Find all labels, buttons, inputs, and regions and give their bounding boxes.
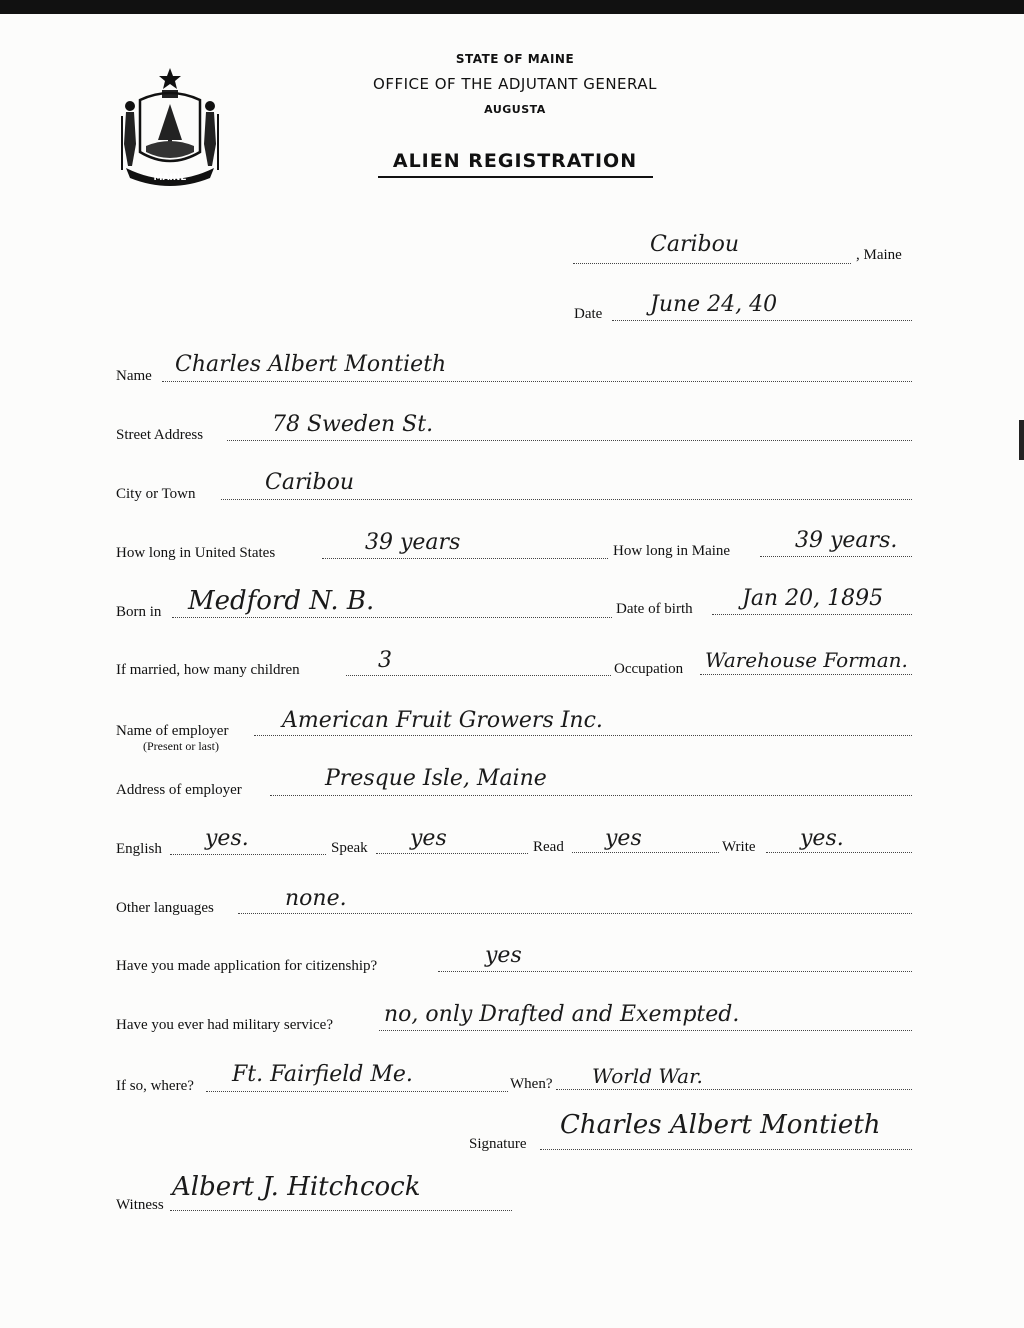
dob-label: Date of birth [616, 601, 693, 617]
occupation-label: Occupation [614, 661, 684, 677]
born-line [172, 617, 612, 618]
born-label: Born in [116, 604, 162, 620]
us-duration-line [322, 558, 608, 559]
title-underline [378, 176, 653, 178]
place-line [573, 263, 851, 264]
english-line [170, 854, 326, 855]
maine-duration-label: How long in Maine [613, 543, 731, 559]
children-line [346, 675, 611, 676]
city-label: City or Town [116, 486, 196, 502]
military-value: no, only Drafted and Exempted. [384, 1002, 740, 1027]
place-label: , Maine [856, 247, 902, 263]
street-line [227, 440, 912, 441]
us-duration-value: 39 years [365, 530, 461, 555]
date-label: Date [574, 306, 603, 322]
read-label: Read [533, 839, 564, 855]
read-line [572, 852, 719, 853]
signature-value: Charles Albert Montieth [560, 1110, 881, 1140]
write-line [766, 852, 912, 853]
where-line [206, 1091, 508, 1092]
speak-value: yes [410, 826, 447, 851]
maine-duration-line [760, 556, 912, 557]
name-label: Name [116, 368, 152, 384]
witness-label: Witness [116, 1197, 164, 1213]
header-state: STATE OF MAINE [455, 52, 575, 66]
name-line [162, 381, 912, 382]
employer-address-line [270, 795, 912, 796]
when-label: When? [510, 1076, 553, 1092]
page-title: ALIEN REGISTRATION [392, 150, 638, 172]
street-label: Street Address [116, 427, 204, 443]
city-line [221, 499, 912, 500]
write-value: yes. [800, 826, 844, 851]
children-label: If married, how many children [116, 662, 300, 678]
header-office: OFFICE OF THE ADJUTANT GENERAL [373, 75, 657, 93]
occupation-line [700, 674, 912, 675]
english-value: yes. [205, 826, 249, 851]
citizenship-line [438, 971, 912, 972]
children-value: 3 [378, 648, 392, 673]
street-value: 78 Sweden St. [272, 412, 434, 437]
other-languages-value: none. [285, 886, 347, 911]
other-languages-line [238, 913, 912, 914]
read-value: yes [605, 826, 642, 851]
employer-line [254, 735, 912, 736]
employer-address-value: Presque Isle, Maine [325, 766, 547, 791]
place-value: Caribou [650, 232, 739, 257]
employer-label: Name of employer [116, 723, 229, 739]
employer-value: American Fruit Growers Inc. [282, 708, 603, 733]
employer-address-label: Address of employer [116, 782, 242, 798]
employer-sublabel: (Present or last) [143, 739, 219, 753]
name-value: Charles Albert Montieth [175, 352, 447, 377]
citizenship-value: yes [485, 943, 522, 968]
signature-line [540, 1149, 912, 1150]
other-languages-label: Other languages [116, 900, 214, 916]
when-line [556, 1089, 912, 1090]
english-label: English [116, 841, 162, 857]
dob-line [712, 614, 912, 615]
date-line [612, 320, 912, 321]
military-label: Have you ever had military service? [116, 1017, 333, 1033]
military-line [379, 1030, 912, 1031]
when-value: World War. [592, 1064, 703, 1088]
us-duration-label: How long in United States [116, 545, 276, 561]
speak-line [376, 853, 528, 854]
witness-value: Albert J. Hitchcock [172, 1172, 421, 1202]
city-value: Caribou [265, 470, 354, 495]
scan-top-edge [0, 0, 1024, 14]
maine-duration-value: 39 years. [795, 528, 898, 553]
born-value: Medford N. B. [188, 586, 375, 616]
where-label: If so, where? [116, 1078, 194, 1094]
signature-label: Signature [469, 1136, 527, 1152]
maine-seal-icon [118, 66, 222, 188]
header-city: AUGUSTA [484, 103, 546, 116]
where-value: Ft. Fairfield Me. [232, 1062, 413, 1087]
date-value: June 24, 40 [650, 292, 778, 317]
speak-label: Speak [331, 840, 368, 856]
write-label: Write [722, 839, 756, 855]
witness-line [170, 1210, 512, 1211]
dob-value: Jan 20, 1895 [742, 586, 884, 611]
citizenship-label: Have you made application for citizenship? [116, 958, 378, 974]
seal-banner-text: MAINE [153, 173, 187, 183]
occupation-value: Warehouse Forman. [705, 648, 908, 672]
scan-right-edge [1019, 420, 1024, 460]
